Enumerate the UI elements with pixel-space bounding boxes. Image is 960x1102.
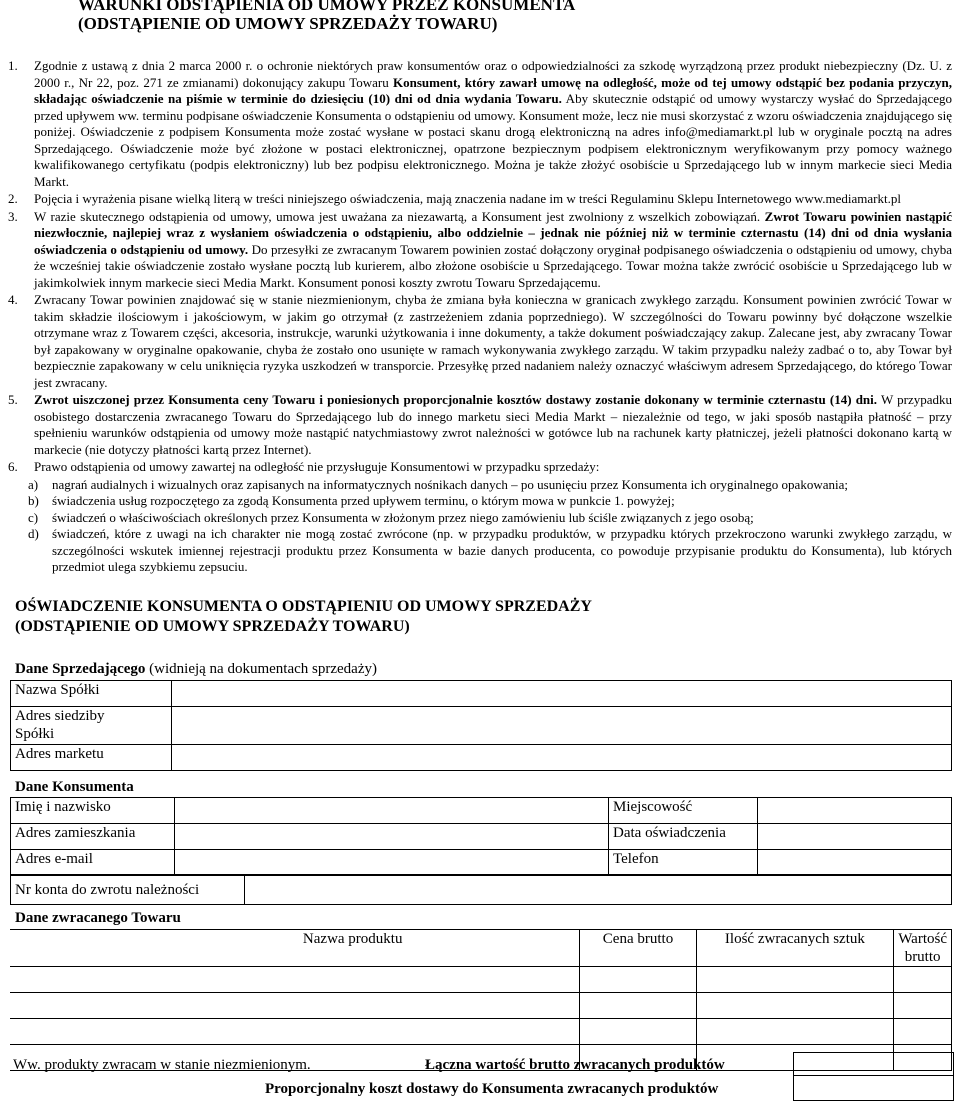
title-line-2: (ODSTĄPIENIE OD UMOWY SPRZEDAŻY TOWARU) bbox=[78, 14, 498, 33]
total-value-field[interactable] bbox=[793, 1052, 954, 1076]
document-title bbox=[78, 0, 575, 33]
term-number: 6. bbox=[8, 459, 18, 474]
term-number: 1. bbox=[8, 58, 18, 73]
goods-row-3-qty[interactable] bbox=[696, 1019, 894, 1045]
goods-heading-label: Dane zwracanego Towaru bbox=[15, 910, 181, 926]
term-6-text: Prawo odstąpienia od umowy zawartej na odległość nie przysługuje Konsumentowi w przypadku sprzedaży: bbox=[34, 459, 600, 474]
email-field[interactable] bbox=[175, 850, 609, 876]
term-6 bbox=[8, 459, 952, 476]
col-gross-value: Wartość brutto bbox=[894, 930, 952, 967]
item-text: świadczenia usług rozpoczętego za zgodą Konsumenta przed upływem terminu, o którym mowa w punkcie 1. powyżej; bbox=[52, 493, 675, 508]
goods-row-1-value[interactable] bbox=[894, 967, 952, 993]
term-1-text-c: Aby skutecznie odstąpić od umowy wystarczy wysłać do Sprzedającego przed upływem ww. terminu podpisane oświadczenie Konsumenta o odstąpieniu od umowy. Konsument może, lecz nie musi skorzystać z wzoru oświadczenia znajdującego się poniżej. Oświadczenie z podpisem Konsumenta może zostać wysłane w postaci skanu drogą elektroniczną na adres info@mediamarkt.pl lub w oryginale pocztą na adres Sprzedającego. Oświadczenie może być złożone w postaci elektronicznej, opatrzone bezpiecznym podpisem elektronicznym weryfikowanym przy pomocy ważnego kwalifikowanego certyfikatu (podpis elektroniczny) lub bez podpisu elektronicznego. Można je także złożyć osobiście u Sprzedającego lub w innym markecie sieci Media Markt. bbox=[34, 91, 952, 189]
declaration-title bbox=[15, 597, 592, 637]
seat-address-field[interactable] bbox=[172, 707, 952, 745]
col-gross-price: Cena brutto bbox=[580, 930, 696, 967]
goods-row-3-value[interactable] bbox=[894, 1019, 952, 1045]
bank-account-table bbox=[10, 874, 952, 905]
col-quantity: Ilość zwracanych sztuk bbox=[696, 930, 894, 967]
term-3-text-b: Zwrot Towaru powinien nastąpić niezwłocznie, najlepiej wraz z wysłaniem oświadczenia o odstąpieniu, albo oddzielnie – jednak nie później niż w terminie czternastu (14) dni od dnia wysłania oświadczenia o odstąpieniu od umowy. bbox=[34, 208, 952, 257]
seller-heading bbox=[15, 660, 377, 678]
seller-heading-note: (widnieją na dokumentach sprzedaży) bbox=[145, 661, 377, 677]
item-letter: d) bbox=[28, 526, 39, 541]
term-4-text: Zwracany Towar powinien znajdować się w stanie niezmienionym, chyba że zmiana była konieczna w granicach zwykłego zarządu. Konsument powinien zwrócić Towar w takim składzie ilościowym i jakościowym, w jakim go otrzymał (z zastrzeżeniem zdania poprzedniego). W szczególności do Towaru powinny być dołączone wszelkie otrzymane wraz z Towarem części, akcesoria, instrukcje, warunki użytkowania i inne dokumenty, a także dokument poświadczający zakup. Zalecane jest, aby zwracany Towar był zapakowany w oryginalne opakowanie, chyba że zostało ono usunięte w ramach wykonywania zwykłego zarządu. W takim przypadku należy zadbać o to, aby Towar był bezpiecznie zapakowany w celu uniknięcia ryzyka uszkodzeń w transporcie. Przesyłkę przed nadaniem należy oznaczyć właściwym adresem Sprzedającego, do którego Towar jest zwracany. bbox=[34, 292, 952, 390]
item-text: świadczeń, które z uwagi na ich charakter nie mogą zostać zwrócone (np. w przypadku produktów, w przypadku których przekroczono warunki zwykłego zarządu, w szczególności wskutek imiennej rejestracji produktu przez Konsumenta w bazie danych producenta, co powoduje przypisanie produktu do Konsumenta), lub których przedmiot ulega szybkiemu zepsuciu. bbox=[52, 526, 952, 574]
seller-table bbox=[10, 680, 952, 771]
unchanged-statement: Ww. produkty zwracam w stanie niezmienionym. bbox=[13, 1057, 311, 1073]
declaration-title-line-2: (ODSTĄPIENIE OD UMOWY SPRZEDAŻY TOWARU) bbox=[15, 618, 410, 635]
phone-field[interactable] bbox=[758, 850, 952, 876]
total-value-label: Łączna wartość brutto zwracanych produktów bbox=[425, 1057, 725, 1073]
city-label: Miejscowość bbox=[609, 798, 758, 824]
company-name-label: Nazwa Spółki bbox=[11, 681, 172, 707]
market-address-label: Adres marketu bbox=[11, 745, 172, 771]
term-6-item-c bbox=[8, 510, 952, 527]
title-line-1: WARUNKI ODSTĄPIENIA OD UMOWY PRZEZ KONSUMENTA bbox=[78, 0, 576, 14]
term-5-text-a: Zwrot uiszczonej przez Konsumenta ceny Towaru i poniesionych proporcjonalnie kosztów dostawy zostanie dokonany w terminie czternastu (14) dni. bbox=[34, 392, 878, 407]
date-label: Data oświadczenia bbox=[609, 824, 758, 850]
terms-list bbox=[8, 58, 952, 576]
goods-row-2-price[interactable] bbox=[580, 993, 696, 1019]
name-label: Imię i nazwisko bbox=[11, 798, 175, 824]
term-3-text-a: W razie skutecznego odstąpienia od umowy, umowa jest uważana za niezawartą, a Konsument jest zwolniony z wszelkich zobowiązań. bbox=[34, 208, 765, 224]
item-letter: a) bbox=[28, 476, 39, 492]
seat-address-label bbox=[11, 707, 172, 745]
goods-row-1-qty[interactable] bbox=[696, 967, 894, 993]
bank-account-field[interactable] bbox=[245, 875, 952, 905]
name-field[interactable] bbox=[175, 798, 609, 824]
goods-row-2-value[interactable] bbox=[894, 993, 952, 1019]
term-number: 2. bbox=[8, 191, 18, 206]
goods-row-3-price[interactable] bbox=[580, 1019, 696, 1045]
item-letter: b) bbox=[28, 493, 39, 508]
seller-heading-label: Dane Sprzedającego bbox=[15, 661, 146, 677]
goods-row-2-product[interactable] bbox=[10, 993, 580, 1019]
term-number: 3. bbox=[8, 208, 18, 224]
market-address-field[interactable] bbox=[172, 745, 952, 771]
shipping-cost-field[interactable] bbox=[793, 1075, 954, 1101]
term-1 bbox=[8, 58, 952, 190]
term-2-text: Pojęcia i wyrażenia pisane wielką literą w treści niniejszego oświadczenia, mają znaczenia nadane im w treści Regulaminu Sklepu Internetowego www.mediamarkt.pl bbox=[34, 191, 901, 206]
email-label: Adres e-mail bbox=[11, 850, 175, 876]
col-product-name: Nazwa produktu bbox=[10, 930, 580, 967]
city-field[interactable] bbox=[758, 798, 952, 824]
date-field[interactable] bbox=[758, 824, 952, 850]
address-field[interactable] bbox=[175, 824, 609, 850]
item-text: nagrań audialnych i wizualnych oraz zapisanych na informatycznych nośnikach danych – po usunięciu przez Konsumenta ich oryginalnego opakowania; bbox=[52, 476, 848, 492]
item-text: świadczeń o właściwościach określonych przez Konsumenta w złożonym przez niego zamówieniu lub ściśle związanych z jego osobą; bbox=[52, 509, 754, 525]
seat-line-2: Spółki bbox=[15, 726, 55, 742]
term-6-item-d bbox=[8, 526, 952, 576]
term-1-text-b: Konsument, który zawarł umowę na odległość, może od tej umowy odstąpić bez podania przyczyn, składając oświadczenie na piśmie w terminie do dziesięciu (10) dni od dnia wydania Towaru. bbox=[34, 74, 952, 106]
term-5-text-b: W przypadku osobistego dostarczenia zwracanego Towaru do Sprzedającego lub do innego marketu sieci Media Markt – niezależnie od tego, w jaki sposób nastąpiła płatność – przy spełnieniu warunków odstąpienia od umowy może nastąpić natychmiastowy zwrot należności w gotówce lub na rachunek karty płatniczej, jeżeli płatności dokonano kartą w markecie (nie dotyczy płatności kartą przez Internet). bbox=[34, 392, 953, 457]
term-3-text-c: Do przesyłki ze zwracanym Towarem powinien zostać dołączony oryginał podpisanego oświadczenia o odstąpieniu od umowy, chyba że wcześniej takie oświadczenie zostało wysłane pocztą lub kurierem, albo złożone osobiście u Sprzedającego. Towar można także zwrócić osobiście u Sprzedającego lub w jakimkolwiek innym markecie sieci Media Markt. Konsument ponosi koszty zwrotu Towaru Sprzedającemu. bbox=[34, 241, 952, 290]
consumer-heading bbox=[15, 778, 134, 796]
company-name-field[interactable] bbox=[172, 681, 952, 707]
goods-heading bbox=[15, 909, 181, 927]
declaration-title-line-1: OŚWIADCZENIE KONSUMENTA O ODSTĄPIENIU OD UMOWY SPRZEDAŻY bbox=[15, 598, 592, 615]
term-4 bbox=[8, 292, 952, 391]
item-letter: c) bbox=[28, 509, 39, 525]
shipping-cost-label: Proporcjonalny koszt dostawy do Konsumenta zwracanych produktów bbox=[265, 1081, 719, 1097]
phone-label: Telefon bbox=[609, 850, 758, 876]
bank-account-label: Nr konta do zwrotu należności bbox=[11, 875, 245, 905]
term-3 bbox=[8, 209, 952, 292]
term-6-item-a bbox=[8, 477, 952, 494]
consumer-table bbox=[10, 797, 952, 876]
term-number: 4. bbox=[8, 292, 18, 307]
term-5 bbox=[8, 392, 952, 458]
term-2 bbox=[8, 191, 952, 208]
address-label: Adres zamieszkania bbox=[11, 824, 175, 850]
consumer-heading-label: Dane Konsumenta bbox=[15, 779, 134, 795]
term-1-text-a: Zgodnie z ustawą z dnia 2 marca 2000 r. o ochronie niektórych praw konsumentów oraz o odpowiedzialności za szkodę wyrządzoną przez produkt niebezpieczny (Dz. U. z 2000 r., Nr 22, poz. 271 ze zmianami) dokonujący zakupu Towaru bbox=[34, 58, 952, 90]
goods-row-3-product[interactable] bbox=[10, 1019, 580, 1045]
seat-line-1: Adres siedziby bbox=[15, 708, 105, 724]
term-number: 5. bbox=[8, 392, 18, 407]
goods-row-1-product[interactable] bbox=[10, 967, 580, 993]
goods-row-1-price[interactable] bbox=[580, 967, 696, 993]
term-6-item-b bbox=[8, 493, 952, 510]
goods-row-2-qty[interactable] bbox=[696, 993, 894, 1019]
goods-table bbox=[10, 929, 952, 1071]
